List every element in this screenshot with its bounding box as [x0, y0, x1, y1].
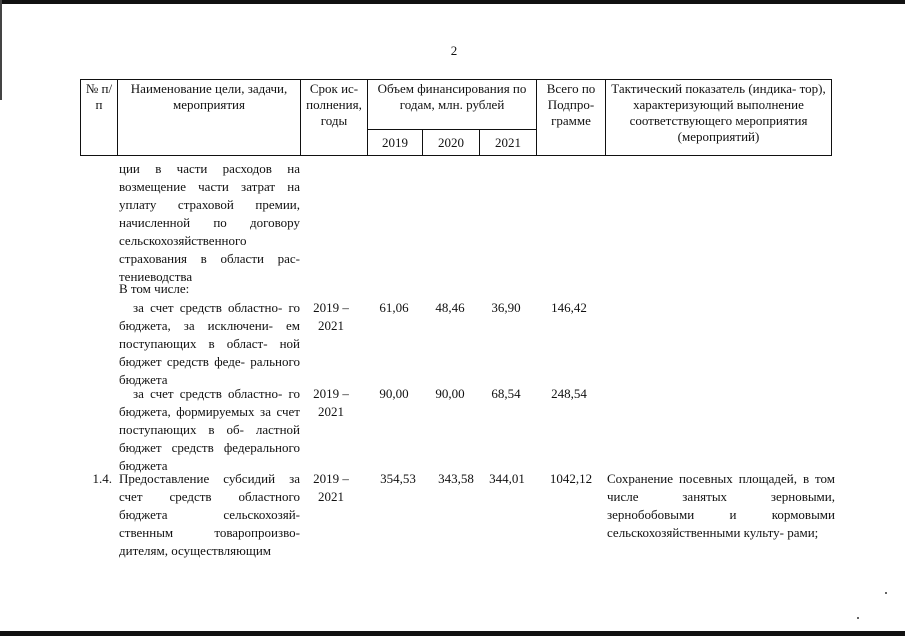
row-term: 2019 – 2021: [313, 471, 349, 504]
scan-speck: [857, 617, 859, 619]
row-value-2020: 343,58: [438, 471, 474, 486]
row-number: 1.4.: [92, 471, 112, 486]
including-label: В том числе:: [119, 281, 190, 296]
scan-bottom-edge: [0, 631, 905, 636]
page-number: 2: [450, 43, 458, 58]
row-total: 1042,12: [549, 471, 593, 486]
row-value-2021: 68,54: [491, 386, 521, 401]
row-name: за счет средств областно- го бюджета, за исключени- ем поступающих в област- ной бюджет средств феде- рального бюджета: [119, 300, 300, 387]
row-value-2019: 90,00: [379, 386, 409, 401]
scan-speck: [885, 592, 887, 594]
row-name: за счет средств областно- го бюджета, формируемых за счет поступающих в об- ластной бюджет средств федерального бюджета: [119, 386, 300, 473]
header-col-total: Всего по Подпро- грамме: [537, 80, 606, 156]
scan-left-edge: [0, 0, 2, 100]
header-col-funding: Объем финансирования по годам, млн. рублей: [368, 80, 537, 130]
header-col-num: № п/п: [81, 80, 118, 156]
row-value-2019: 61,06: [379, 300, 409, 315]
row-name: Предоставление субсидий за счет средств областного бюджета сельскохозяй- ственным товаропроизво- дителям, осуществляющим: [119, 471, 300, 558]
header-col-term: Срок ис- полнения, годы: [301, 80, 368, 156]
continuation-text: ции в части расходов на возмещение части затрат на уплату страховой премии, начисленной по договору сельскохозяйственного страхования в области рас- тениеводства: [119, 161, 300, 284]
row-value-2020: 48,46: [435, 300, 465, 315]
row-value-2019: 354,53: [380, 471, 416, 486]
row-value-2021: 344,01: [489, 471, 525, 486]
header-year: 2019: [368, 130, 423, 156]
row-value-2021: 36,90: [491, 300, 521, 315]
row-total: 146,42: [551, 300, 587, 315]
header-year: 2021: [480, 130, 537, 156]
header-col-name: Наименование цели, задачи, мероприятия: [118, 80, 301, 156]
row-indicator: Сохранение посевных площадей, в том числе занятых зерновыми, зернобобовыми и кормовыми сельскохозяйственными культу- рами;: [607, 471, 835, 540]
table-header: [80, 79, 832, 156]
row-value-2020: 90,00: [435, 386, 465, 401]
row-term: 2019 – 2021: [313, 300, 349, 333]
scan-top-edge: [0, 0, 905, 4]
row-total: 248,54: [551, 386, 587, 401]
header-col-indicator: Тактический показатель (индика- тор), характеризующий выполнение соответствующего мероприятия (мероприятий): [606, 80, 832, 156]
header-year: 2020: [423, 130, 480, 156]
row-term: 2019 – 2021: [313, 386, 349, 419]
